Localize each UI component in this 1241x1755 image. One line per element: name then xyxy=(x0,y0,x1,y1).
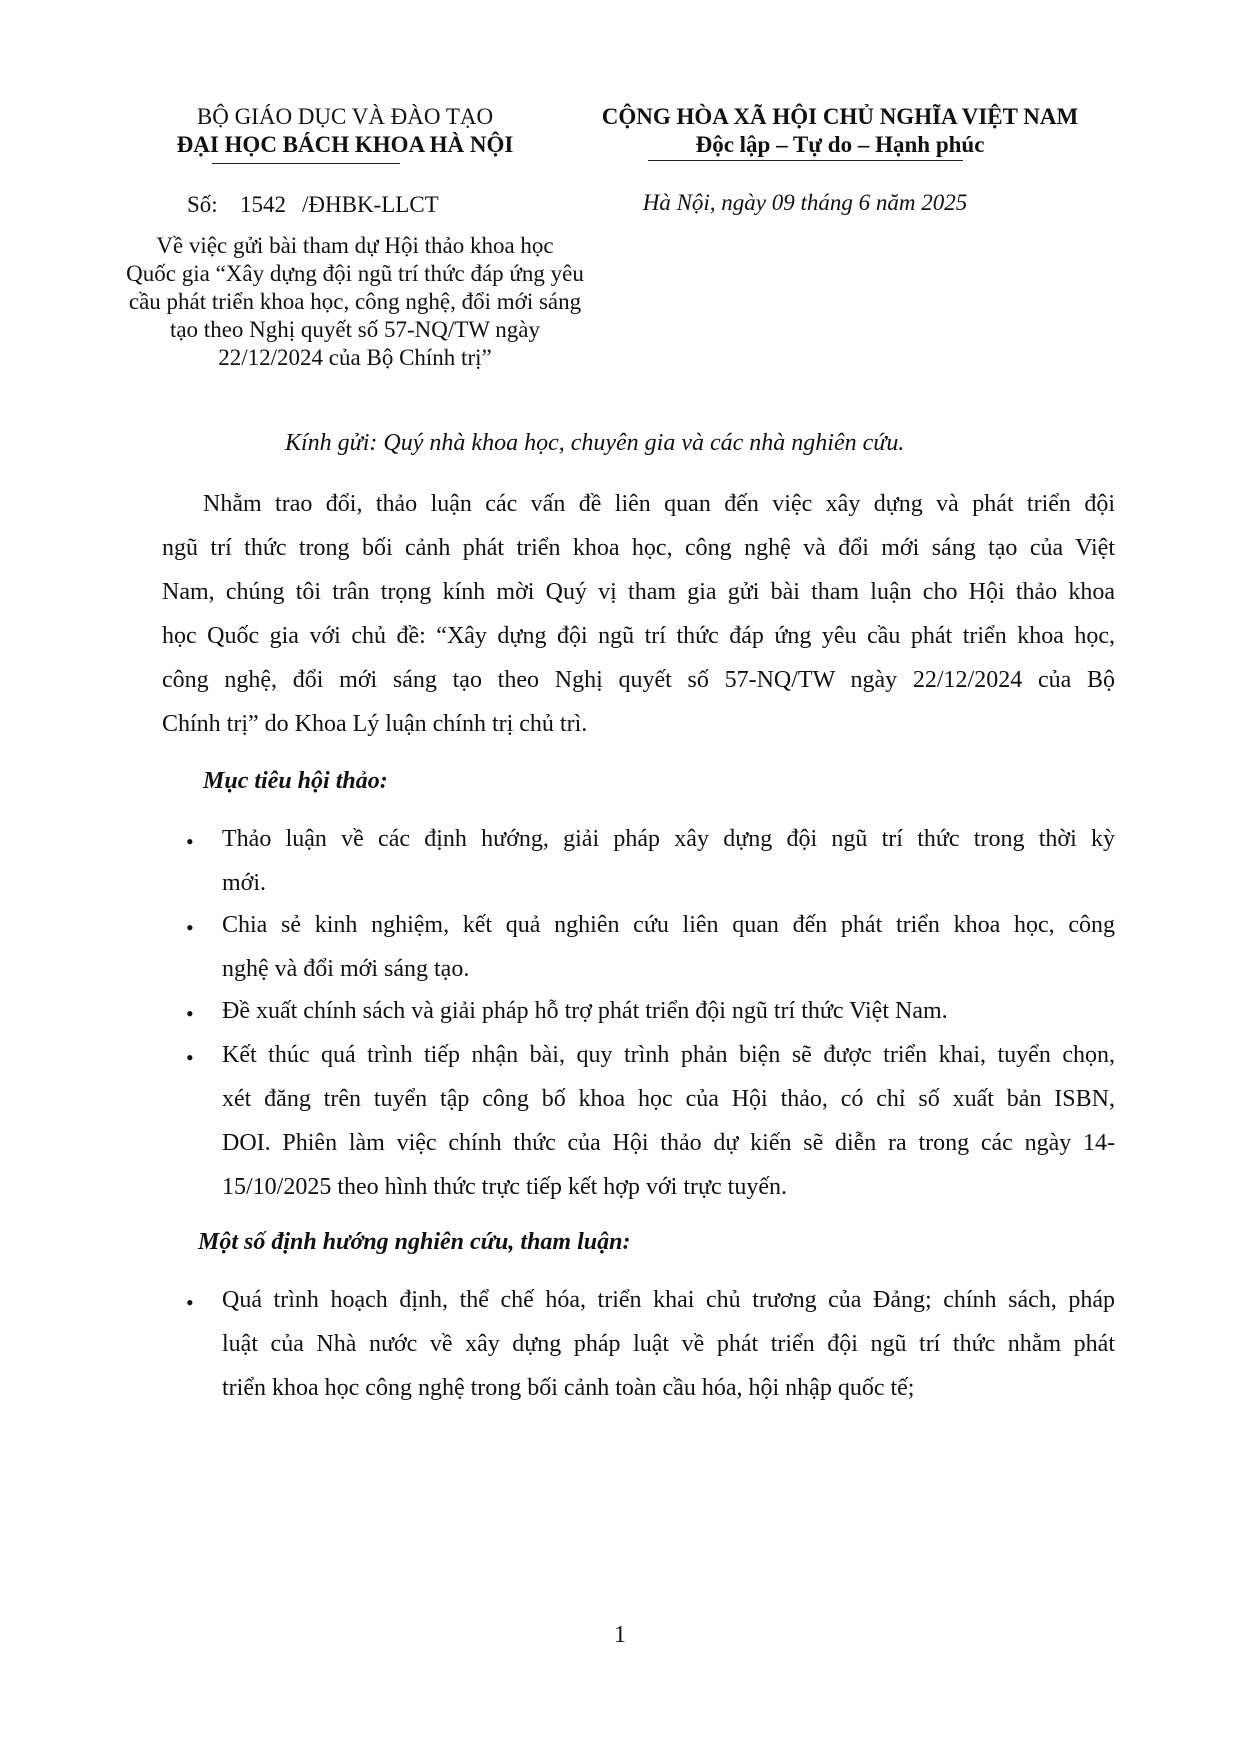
intro-line: Nam, chúng tôi trân trọng kính mời Quý vị tham gia gửi bài tham luận cho Hội thảo khoa xyxy=(162,579,1115,605)
objective-line: xét đăng trên tuyển tập công bố khoa học của Hội thảo, có chỉ số xuất bản ISBN, xyxy=(222,1086,1115,1112)
doc-number: 1542 xyxy=(240,192,286,217)
direction-line: luật của Nhà nước về xây dựng pháp luật về phát triển đội ngũ trí thức nhằm phát xyxy=(222,1331,1115,1357)
bullet-icon: • xyxy=(186,1290,194,1315)
objective-line: 15/10/2025 theo hình thức trực tiếp kết hợp với trực tuyến. xyxy=(222,1174,787,1200)
direction-line: Quá trình hoạch định, thể chế hóa, triển khai chủ trương của Đảng; chính sách, pháp xyxy=(222,1287,1115,1313)
objective-line: Thảo luận về các định hướng, giải pháp xây dựng đội ngũ trí thức trong thời kỳ xyxy=(222,826,1115,852)
objective-line: Đề xuất chính sách và giải pháp hỗ trợ phát triển đội ngũ trí thức Việt Nam. xyxy=(222,998,948,1024)
nation-title: CỘNG HÒA XÃ HỘI CHỦ NGHĨA VIỆT NAM xyxy=(601,104,1079,129)
university-underline xyxy=(212,163,400,164)
objective-line: mới. xyxy=(222,870,267,896)
motto-underline xyxy=(648,160,963,161)
intro-line: Chính trị” do Khoa Lý luận chính trị chủ trì. xyxy=(162,711,588,737)
section-title-directions: Một số định hướng nghiên cứu, tham luận: xyxy=(198,1229,631,1255)
direction-line: triển khoa học công nghệ trong bối cảnh toàn cầu hóa, hội nhập quốc tế; xyxy=(222,1375,915,1401)
subject-line: tạo theo Nghị quyết số 57-NQ/TW ngày xyxy=(169,317,541,342)
ministry-name: BỘ GIÁO DỤC VÀ ĐÀO TẠO xyxy=(196,104,494,129)
intro-line: Nhằm trao đổi, thảo luận các vấn đề liên quan đến việc xây dựng và phát triển đội xyxy=(203,491,1115,517)
bullet-icon: • xyxy=(186,829,194,854)
intro-line: ngũ trí thức trong bối cảnh phát triển khoa học, công nghệ và đổi mới sáng tạo của Việt xyxy=(162,535,1115,561)
motto: Độc lập – Tự do – Hạnh phúc xyxy=(695,132,985,157)
intro-line: công nghệ, đổi mới sáng tạo theo Nghị quyết số 57-NQ/TW ngày 22/12/2024 của Bộ xyxy=(162,667,1115,693)
subject-line: 22/12/2024 của Bộ Chính trị” xyxy=(218,345,492,370)
objective-line: Chia sẻ kinh nghiệm, kết quả nghiên cứu liên quan đến phát triển khoa học, công xyxy=(222,912,1115,938)
bullet-icon: • xyxy=(186,1001,194,1026)
subject-line: Về việc gửi bài tham dự Hội thảo khoa học xyxy=(156,233,554,258)
objective-line: DOI. Phiên làm việc chính thức của Hội thảo dự kiến sẽ diễn ra trong các ngày 14- xyxy=(222,1130,1115,1156)
bullet-icon: • xyxy=(186,915,194,940)
intro-line: học Quốc gia với chủ đề: “Xây dựng đội ngũ trí thức đáp ứng yêu cầu phát triển khoa học, xyxy=(162,623,1115,649)
bullet-icon: • xyxy=(186,1045,194,1070)
objective-line: nghệ và đổi mới sáng tạo. xyxy=(222,956,470,982)
section-title-objectives: Mục tiêu hội thảo: xyxy=(203,768,388,794)
objective-line: Kết thúc quá trình tiếp nhận bài, quy trình phản biện sẽ được triển khai, tuyển chọn, xyxy=(222,1042,1115,1068)
recipient-line: Kính gửi: Quý nhà khoa học, chuyên gia và các nhà nghiên cứu. xyxy=(285,430,905,456)
issue-date: Hà Nội, ngày 09 tháng 6 năm 2025 xyxy=(642,190,968,215)
subject-line: Quốc gia “Xây dựng đội ngũ trí thức đáp ứng yêu xyxy=(126,261,584,286)
subject-line: cầu phát triển khoa học, công nghệ, đổi mới sáng xyxy=(128,289,582,314)
doc-number-label: Số: xyxy=(187,192,218,217)
page-number: 1 xyxy=(614,1622,626,1648)
university-name: ĐẠI HỌC BÁCH KHOA HÀ NỘI xyxy=(176,132,514,157)
doc-code: /ĐHBK-LLCT xyxy=(302,192,439,217)
